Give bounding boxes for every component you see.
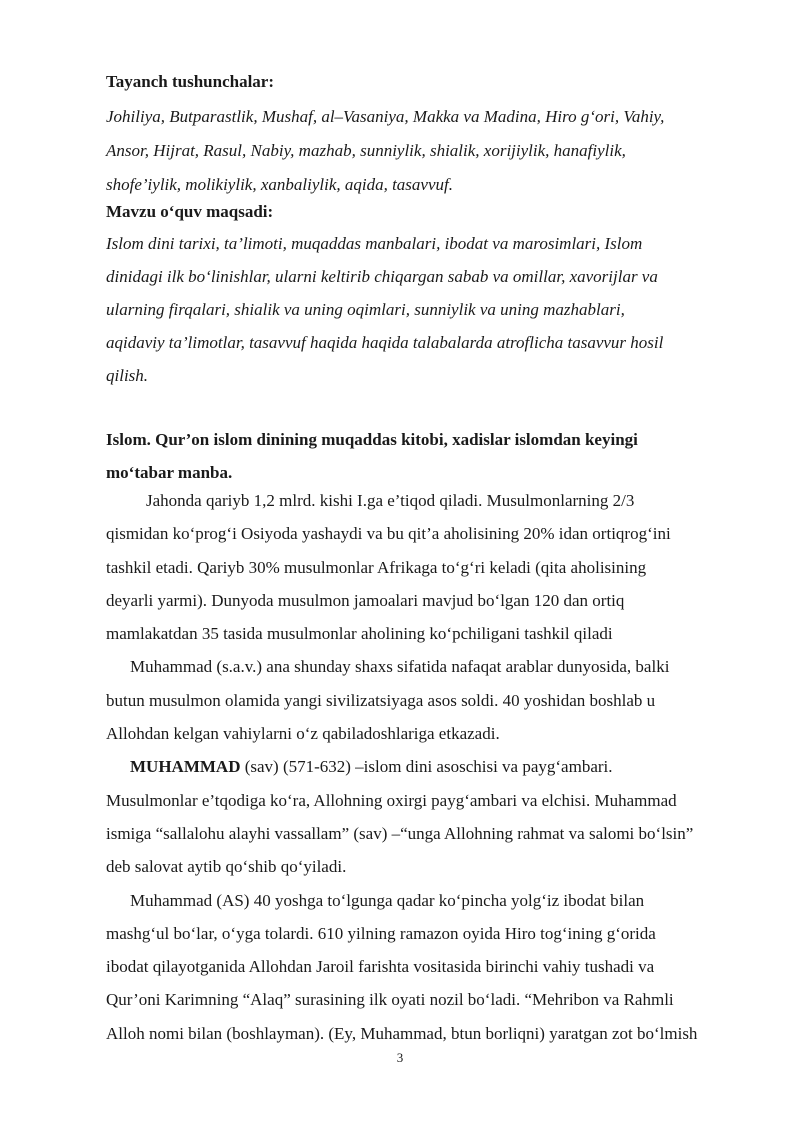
- paragraph-line: tashkil etadi. Qariyb 30% musulmonlar Afrikaga to‘g‘ri keladi (qita aholisining: [106, 557, 647, 577]
- objective-heading-text: Mavzu o‘quv maqsadi:: [106, 202, 274, 221]
- objective-line: aqidaviy ta’limotlar, tasavvuf haqida haqida talabalarda atroflicha tasavvur hosil: [106, 333, 664, 352]
- paragraph-line-rest: (sav) (571-632) –islom dini asoschisi va payg‘ambari.: [240, 757, 613, 777]
- terms-line: Johiliya, Butparastlik, Mushaf, al–Vasaniya, Makka va Madina, Hiro g‘ori, Vahiy,: [106, 107, 665, 126]
- muhammad-name-bold: MUHAMMAD: [130, 757, 241, 777]
- section-heading-line: Islom. Qur’on islom dinining muqaddas kitobi, xadislar islomdan keyingi: [106, 430, 638, 449]
- paragraph-line: Muhammad (AS) 40 yoshga to‘lgunga qadar ko‘pincha yolg‘iz ibodat bilan: [130, 890, 645, 910]
- basic-concepts-terms: [106, 100, 746, 202]
- paragraph-line: Allohdan kelgan vahiylarni o‘z qabiladoshlariga etkazadi.: [106, 724, 500, 744]
- paragraph-line: Jahonda qariyb 1,2 mlrd. kishi I.ga e’tiqod qiladi. Musulmonlarning 2/3: [146, 491, 635, 510]
- objective-line: Islom dini tarixi, ta’limoti, muqaddas manbalari, ibodat va marosimlari, Islom: [106, 234, 643, 253]
- paragraph-line: butun musulmon olamida yangi sivilizatsiyaga asos soldi. 40 yoshidan boshlab u: [106, 690, 656, 710]
- paragraph-line: Alloh nomi bilan (boshlayman). (Ey, Muhammad, btun borliqni) yaratgan zot bo‘lmish: [106, 1023, 698, 1043]
- objective-text: [106, 227, 746, 392]
- section-heading: [106, 423, 746, 489]
- paragraph-line: ismiga “sallalohu alayhi vassallam” (sav) –“unga Allohning rahmat va salomi bo‘lsin”: [106, 823, 694, 843]
- paragraph-line: deyarli yarmi). Dunyoda musulmon jamoalari mavjud bo‘lgan 120 dan ortiq: [106, 590, 625, 610]
- paragraph-line: mashg‘ul bo‘lar, o‘yga tolardi. 610 yilning ramazon oyida Hiro tog‘ining g‘orida: [106, 923, 656, 943]
- paragraph-line: Qur’oni Karimning “Alaq” surasining ilk oyati nozil bo‘ladi. “Mehribon va Rahmli: [106, 990, 674, 1010]
- paragraph-line: qismidan ko‘prog‘i Osiyoda yashaydi va bu qit’a aholisining 20% idan ortiqrog‘ini: [106, 524, 671, 544]
- body-text: [106, 484, 746, 1050]
- terms-line: Ansor, Hijrat, Rasul, Nabiy, mazhab, sunniylik, shialik, xorijiylik, hanafiylik,: [106, 141, 626, 160]
- section-heading-line: mo‘tabar manba.: [106, 463, 233, 482]
- objective-line: ularning firqalari, shialik va uning oqimlari, sunniylik va uning mazhablari,: [106, 300, 625, 319]
- terms-line: shofe’iylik, molikiylik, xanbaliylik, aqida, tasavvuf.: [106, 175, 453, 194]
- objective-line: dinidagi ilk bo‘linishlar, ularni keltirib chiqargan sabab va omillar, xavorijlar va: [106, 267, 658, 286]
- paragraph-line: ibodat qilayotganida Allohdan Jaroil farishta vositasida birinchi vahiy tushadi va: [106, 957, 655, 977]
- basic-concepts-heading-text: Tayanch tushunchalar:: [106, 72, 275, 91]
- paragraph-line: deb salovat aytib qo‘shib qo‘yiladi.: [106, 857, 347, 877]
- paragraph-line: Muhammad (s.a.v.) ana shunday shaxs sifatida nafaqat arablar dunyosida, balki: [130, 657, 670, 677]
- objective-line: qilish.: [106, 366, 149, 385]
- objective-heading: [106, 202, 746, 222]
- paragraph-line: Musulmonlar e’tqodiga ko‘ra, Allohning oxirgi payg‘ambari va elchisi. Muhammad: [106, 790, 677, 810]
- paragraph-line: mamlakatdan 35 tasida musulmonlar aholining ko‘pchiligani tashkil qiladi: [106, 624, 613, 644]
- paragraph-line: [106, 750, 746, 783]
- basic-concepts-heading: [106, 72, 746, 92]
- page-number: 3: [396, 1050, 404, 1065]
